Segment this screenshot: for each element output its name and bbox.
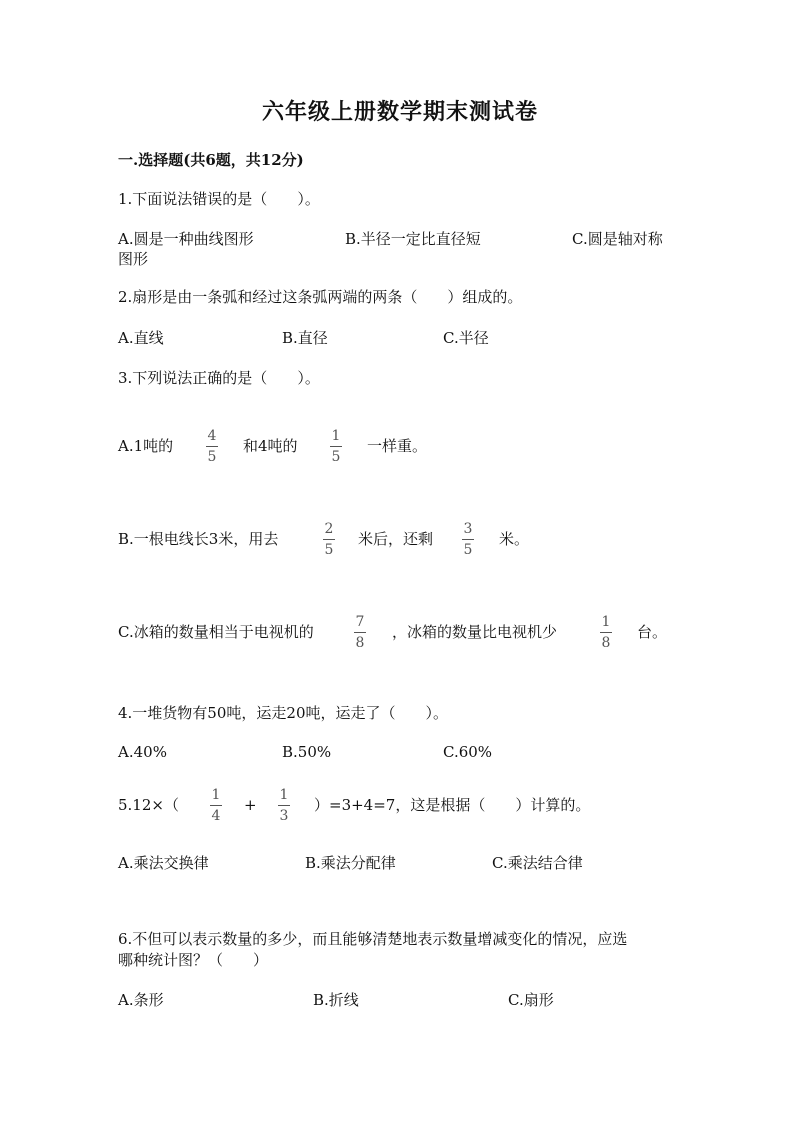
question-6-stem-line-1: 6.不但可以表示数量的多少，而且能够清楚地表示数量增减变化的情况，应选 (118, 930, 628, 948)
question-4-option-b: B.50% (282, 743, 332, 761)
question-3-option-a-fraction-1 (202, 428, 222, 466)
fraction-denominator: 4 (211, 808, 221, 824)
question-2-stem: 2.扇形是由一条弧和经过这条弧两端的两条（ ）组成的。 (118, 288, 523, 306)
question-3-option-a-text-3: 一样重。 (367, 437, 428, 455)
fraction-bar (330, 446, 342, 447)
fraction-bar (278, 805, 290, 806)
question-2-option-a: A.直线 (118, 329, 164, 347)
question-3-option-c-text-3: 台。 (637, 623, 668, 641)
fraction-denominator: 5 (331, 449, 341, 465)
fraction-numerator: 1 (211, 787, 221, 803)
fraction-denominator: 3 (279, 808, 289, 824)
question-3-option-c-fraction-1 (350, 614, 370, 652)
question-6-option-b: B.折线 (313, 991, 359, 1009)
fraction-bar (323, 539, 335, 540)
question-3-stem: 3.下列说法正确的是（ ）。 (118, 369, 320, 387)
question-3-option-b-text-1: B.一根电线长3米，用去 (118, 530, 279, 548)
question-5-fraction-2 (274, 787, 294, 825)
fraction-denominator: 8 (355, 635, 365, 651)
question-1-option-a: A.圆是一种曲线图形 (118, 230, 254, 248)
question-4-option-c: C.60% (443, 743, 493, 761)
fraction-bar (210, 805, 222, 806)
question-1-stem: 1.下面说法错误的是（ ）。 (118, 190, 320, 208)
question-3-option-b-fraction-2 (458, 521, 478, 559)
fraction-numerator: 3 (463, 521, 473, 537)
fraction-numerator: 4 (207, 428, 217, 444)
question-5-option-b: B.乘法分配律 (305, 854, 396, 872)
fraction-bar (206, 446, 218, 447)
fraction-bar (600, 632, 612, 633)
question-6-option-c: C.扇形 (508, 991, 554, 1009)
question-3-option-c-text-1: C.冰箱的数量相当于电视机的 (118, 623, 314, 641)
question-6-stem-line-2: 哪种统计图？（ ） (118, 951, 269, 969)
question-5-fraction-1 (206, 787, 226, 825)
question-3-option-a-text-2: 和4吨的 (243, 437, 298, 455)
question-3-option-b-fraction-1 (319, 521, 339, 559)
page-title: 六年级上册数学期末测试卷 (261, 99, 538, 125)
question-3-option-c-text-2: ，冰箱的数量比电视机少 (392, 623, 558, 641)
fraction-numerator: 1 (331, 428, 341, 444)
question-3-option-a-fraction-2 (326, 428, 346, 466)
question-5-option-a: A.乘法交换律 (118, 854, 209, 872)
fraction-denominator: 5 (463, 542, 473, 558)
question-5-plus-sign: + (244, 796, 257, 814)
question-5-option-c: C.乘法结合律 (492, 854, 583, 872)
fraction-denominator: 8 (601, 635, 611, 651)
question-5-stem-text-2: ）=3+4=7，这是根据（ ）计算的。 (314, 796, 591, 814)
question-3-option-a-text-1: A.1吨的 (118, 437, 174, 455)
question-1-option-c: C.圆是轴对称 (572, 230, 663, 248)
fraction-denominator: 5 (324, 542, 334, 558)
question-3-option-b-text-3: 米。 (499, 530, 530, 548)
fraction-numerator: 1 (279, 787, 289, 803)
question-1-option-wrap: 图形 (118, 250, 149, 268)
fraction-bar (354, 632, 366, 633)
question-4-stem: 4.一堆货物有50吨，运走20吨，运走了（ ）。 (118, 704, 448, 722)
section-heading: 一.选择题(共6题，共12分) (118, 151, 304, 169)
question-2-option-c: C.半径 (443, 329, 489, 347)
fraction-bar (462, 539, 474, 540)
fraction-numerator: 2 (324, 521, 334, 537)
fraction-numerator: 1 (601, 614, 611, 630)
fraction-denominator: 5 (207, 449, 217, 465)
question-3-option-c-fraction-2 (596, 614, 616, 652)
question-1-option-b: B.半径一定比直径短 (345, 230, 481, 248)
question-3-option-b-text-2: 米后，还剩 (358, 530, 434, 548)
question-2-option-b: B.直径 (282, 329, 328, 347)
fraction-numerator: 7 (355, 614, 365, 630)
question-5-stem-text-1: 5.12×（ (118, 796, 179, 814)
question-4-option-a: A.40% (118, 743, 167, 761)
question-6-option-a: A.条形 (118, 991, 164, 1009)
